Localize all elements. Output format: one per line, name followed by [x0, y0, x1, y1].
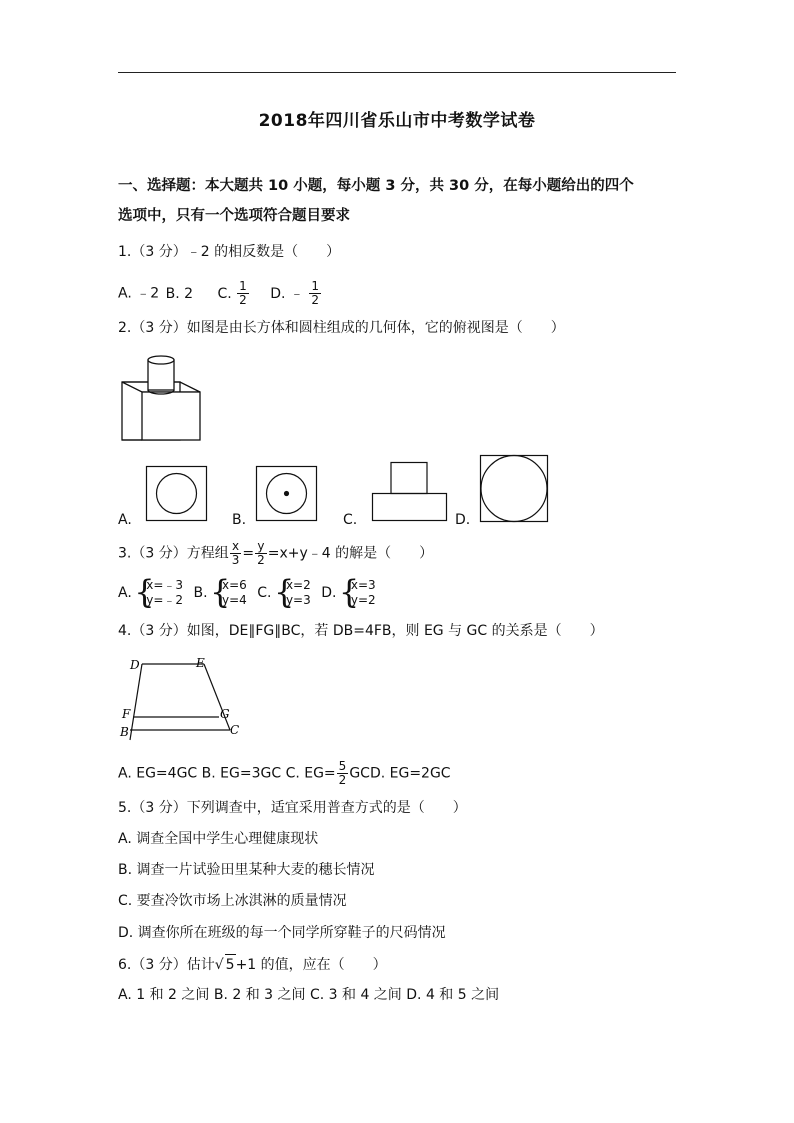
q1-option-a: A. ﹣2 — [118, 285, 160, 302]
q4-option-c-suffix: GC — [349, 765, 370, 782]
q4-option-c-prefix: C. EG= — [285, 765, 336, 782]
q5-option-c: C. 要查冷饮市场上冰淇淋的质量情况 — [118, 893, 347, 909]
q5-option-b: B. 调查一片试验田里某种大麦的穗长情况 — [118, 862, 375, 878]
q6-radical-sign: √ — [214, 957, 224, 973]
q3-option-b-label: B. — [193, 585, 208, 601]
q2-option-a-figure — [146, 466, 208, 522]
q3-option-a-label: A. — [118, 585, 132, 601]
section-heading-line1: 一、选择题：本大题共 10 小题，每小题 3 分，共 30 分，在每小题给出的四个 — [118, 178, 634, 194]
q3-stem-prefix: 3.（3 分）方程组 — [118, 545, 229, 562]
q3-stem — [118, 540, 433, 567]
q2-option-c-figure — [372, 462, 448, 522]
q1-option-c-label: C. — [217, 285, 232, 302]
q6-options: A. 1 和 2 之间 B. 2 和 3 之间 C. 3 和 4 之间 D. 4 和 5 之间 — [118, 987, 500, 1003]
q2-option-c-label: C. — [343, 512, 358, 528]
q3-option-a-system: { x=﹣3 y=﹣2 — [136, 578, 183, 608]
q5-option-a: A. 调查全国中学生心理健康现状 — [118, 831, 319, 847]
q5-option-d: D. 调查你所在班级的每一个同学所穿鞋子的尺码情况 — [118, 925, 446, 941]
q2-option-a-label: A. — [118, 512, 132, 528]
header-rule — [118, 72, 676, 73]
q2-option-d-figure — [480, 455, 550, 523]
q2-solid-figure — [118, 352, 208, 444]
q5-stem: 5.（3 分）下列调查中，适宜采用普查方式的是（ ） — [118, 800, 467, 816]
q3-fraction-x: $\frac{x}{3}$ — [231, 539, 240, 567]
q4-option-d: D. EG=2GC — [369, 765, 451, 782]
q6-stem — [118, 954, 387, 975]
q2-option-b-label: B. — [232, 512, 247, 528]
q1-option-b: B. 2 — [165, 285, 194, 302]
q3-options — [118, 578, 382, 608]
q4-label-c: C — [230, 723, 240, 737]
q4-option-b: B. EG=3GC — [201, 765, 282, 782]
q2-option-d-label: D. — [455, 512, 471, 528]
q3-stem-suffix: =x+y﹣4 的解是（ ） — [267, 545, 434, 562]
q4-label-f: F — [122, 707, 131, 721]
q4-option-a: A. EG=4GC — [118, 765, 198, 782]
q6-radicand: 5 — [225, 954, 236, 975]
q4-label-d: D — [130, 658, 140, 672]
q4-option-c-fraction: $\frac{5}{2}$ — [338, 759, 347, 787]
q2-stem: 2.（3 分）如图是由长方体和圆柱组成的几何体，它的俯视图是（ ） — [118, 320, 565, 336]
q1-option-d-label: D. ﹣ — [270, 285, 304, 302]
q3-option-c-system: { x=2 y=3 — [276, 578, 311, 608]
page-title: 2018年四川省乐山市中考数学试卷 — [258, 111, 536, 131]
q1-options — [118, 280, 322, 307]
q3-option-d-system: { x=3 y=2 — [341, 578, 376, 608]
section-heading-line2: 选项中，只有一个选项符合题目要求 — [118, 208, 350, 224]
q1-option-c-fraction: $\frac{1}{2}$ — [239, 279, 247, 307]
q1-stem: 1.（3 分）﹣2 的相反数是（ ） — [118, 244, 341, 260]
q2-option-b-figure — [256, 466, 318, 522]
q3-option-b-system: { x=6 y=4 — [212, 578, 247, 608]
q4-options — [118, 760, 451, 787]
q6-stem-prefix: 6.（3 分）估计 — [118, 957, 215, 973]
q4-label-b: B — [120, 725, 129, 739]
q3-equals: = — [242, 545, 255, 562]
q4-label-g: G — [220, 707, 230, 721]
q3-fraction-y: $\frac{y}{2}$ — [257, 539, 265, 567]
q4-stem: 4.（3 分）如图，DE∥FG∥BC，若 DB=4FB，则 EG 与 GC 的关系是（ ） — [118, 623, 604, 639]
q3-option-d-label: D. — [321, 585, 337, 601]
q4-label-e: E — [196, 656, 205, 670]
q4-trapezoid-figure — [118, 652, 248, 744]
q6-stem-suffix: +1 的值，应在（ ） — [235, 957, 387, 973]
q1-option-d-fraction: $\frac{1}{2}$ — [311, 279, 320, 307]
q3-option-c-label: C. — [257, 585, 272, 601]
